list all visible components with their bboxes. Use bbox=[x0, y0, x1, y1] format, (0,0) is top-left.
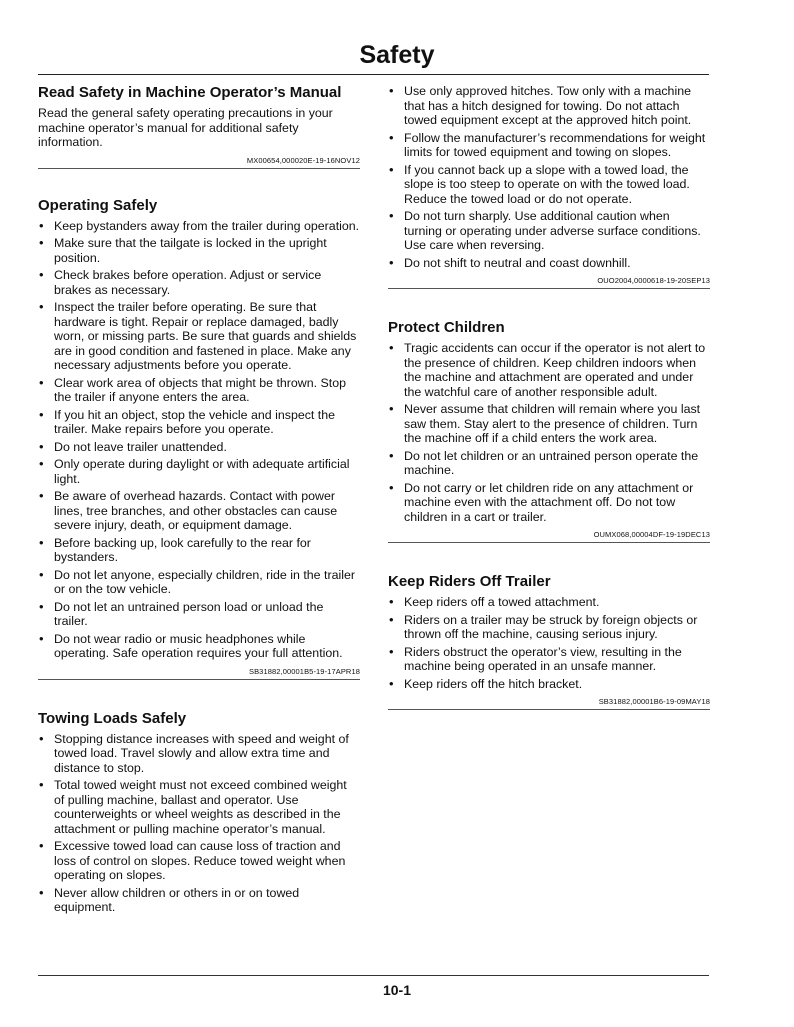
reference-code: MX00654,000020E-19-16NOV12 bbox=[38, 156, 360, 169]
bullet-list bbox=[38, 732, 360, 915]
list-item: • Never assume that children will remain where you last saw them. Stay alert to the presence of children. Turn the machine off if a child enters the work area. bbox=[388, 402, 710, 446]
bullet-list bbox=[388, 84, 710, 270]
list-item: • Do not leave trailer unattended. bbox=[38, 440, 360, 455]
list-item: • Follow the manufacturer’s recommendations for weight limits for towed equipment and towing on slopes. bbox=[388, 131, 710, 160]
list-item: • Do not turn sharply. Use additional caution when turning or operating under adverse surface conditions. Use care when reversing. bbox=[388, 209, 710, 253]
section-towing-loads-safely bbox=[38, 710, 360, 915]
list-item: • Excessive towed load can cause loss of traction and loss of control on slopes. Reduce towed weight when operating on slopes. bbox=[38, 839, 360, 883]
list-item: • Keep bystanders away from the trailer during operation. bbox=[38, 219, 360, 234]
section-keep-riders-off-trailer bbox=[388, 573, 710, 710]
list-item: • Never allow children or others in or on towed equipment. bbox=[38, 886, 360, 915]
section-read-manual bbox=[38, 84, 360, 169]
list-item: • Do not wear radio or music headphones while operating. Safe operation requires your full attention. bbox=[38, 632, 360, 661]
list-item: • Do not carry or let children ride on any attachment or machine even with the attachment off. Do not tow children in a cart or trailer. bbox=[388, 481, 710, 525]
reference-code: OUO2004,0000618-19-20SEP13 bbox=[388, 276, 710, 289]
bullet-list bbox=[388, 341, 710, 524]
list-item: • Do not let anyone, especially children, ride in the trailer or on the tow vehicle. bbox=[38, 568, 360, 597]
bullet-list bbox=[388, 595, 710, 691]
section-heading: Operating Safely bbox=[38, 196, 158, 214]
list-item: • Do not let an untrained person load or unload the trailer. bbox=[38, 600, 360, 629]
list-item: • Keep riders off the hitch bracket. bbox=[388, 677, 710, 692]
reference-code: OUMX068,00004DF-19-19DEC13 bbox=[388, 530, 710, 543]
list-item: • Do not shift to neutral and coast downhill. bbox=[388, 256, 710, 271]
list-item: • Total towed weight must not exceed combined weight of pulling machine, ballast and operator. Use counterweights or wheel weights as described in the attachment or pulling machine operator’s manual. bbox=[38, 778, 360, 836]
list-item: • Inspect the trailer before operating. Be sure that hardware is tight. Repair or replace damaged, badly worn, or missing parts. Be sure that guards and shields are in good condition and fastened in place. Make any necessary adjustments before you operate. bbox=[38, 300, 360, 373]
bullet-list bbox=[38, 219, 360, 661]
footer-divider bbox=[38, 975, 709, 976]
title-divider bbox=[38, 74, 709, 75]
section-towing-continued bbox=[388, 84, 710, 289]
section-protect-children bbox=[388, 319, 710, 543]
section-paragraph: Read the general safety operating precautions in your machine operator’s manual for additional safety information. bbox=[38, 106, 333, 149]
list-item: • Tragic accidents can occur if the operator is not alert to the presence of children. Keep children indoors when the machine and attachment are operated and under the watchful care of another responsible adult. bbox=[388, 341, 710, 399]
page-number: 10-1 bbox=[382, 982, 412, 998]
page-title: Safety bbox=[359, 41, 435, 69]
reference-code: SB31882,00001B6-19-09MAY18 bbox=[388, 697, 710, 710]
list-item: • If you cannot back up a slope with a towed load, the slope is too steep to operate on with the towed load. Reduce the towed load or do not operate. bbox=[388, 163, 710, 207]
list-item: • Only operate during daylight or with adequate artificial light. bbox=[38, 457, 360, 486]
right-column bbox=[388, 84, 710, 710]
list-item: • Riders obstruct the operator’s view, resulting in the machine being operated in an unsafe manner. bbox=[388, 645, 710, 674]
reference-code: SB31882,00001B5-19-17APR18 bbox=[38, 667, 360, 680]
section-heading: Towing Loads Safely bbox=[38, 709, 187, 727]
list-item: • Keep riders off a towed attachment. bbox=[388, 595, 710, 610]
list-item: • Riders on a trailer may be struck by foreign objects or thrown off the machine, causing serious injury. bbox=[388, 613, 710, 642]
list-item: • Make sure that the tailgate is locked in the upright position. bbox=[38, 236, 360, 265]
list-item: • Use only approved hitches. Tow only with a machine that has a hitch designed for towing. Do not attach towed equipment except at the approved hitch point. bbox=[388, 84, 710, 128]
left-column bbox=[38, 84, 360, 918]
list-item: • If you hit an object, stop the vehicle and inspect the trailer. Make repairs before you operate. bbox=[38, 408, 360, 437]
list-item: • Do not let children or an untrained person operate the machine. bbox=[388, 449, 710, 478]
section-heading: Keep Riders Off Trailer bbox=[388, 573, 551, 590]
section-heading: Protect Children bbox=[388, 319, 505, 336]
list-item: • Check brakes before operation. Adjust or service brakes as necessary. bbox=[38, 268, 360, 297]
list-item: • Before backing up, look carefully to the rear for bystanders. bbox=[38, 536, 360, 565]
list-item: • Clear work area of objects that might be thrown. Stop the trailer if anyone enters the area. bbox=[38, 376, 360, 405]
list-item: • Be aware of overhead hazards. Contact with power lines, tree branches, and other obstacles can cause severe injury, death, or equipment damage. bbox=[38, 489, 360, 533]
list-item: • Stopping distance increases with speed and weight of towed load. Travel slowly and allow extra time and distance to stop. bbox=[38, 732, 360, 776]
section-operating-safely bbox=[38, 197, 360, 680]
section-heading: Read Safety in Machine Operator’s Manual bbox=[38, 84, 342, 101]
